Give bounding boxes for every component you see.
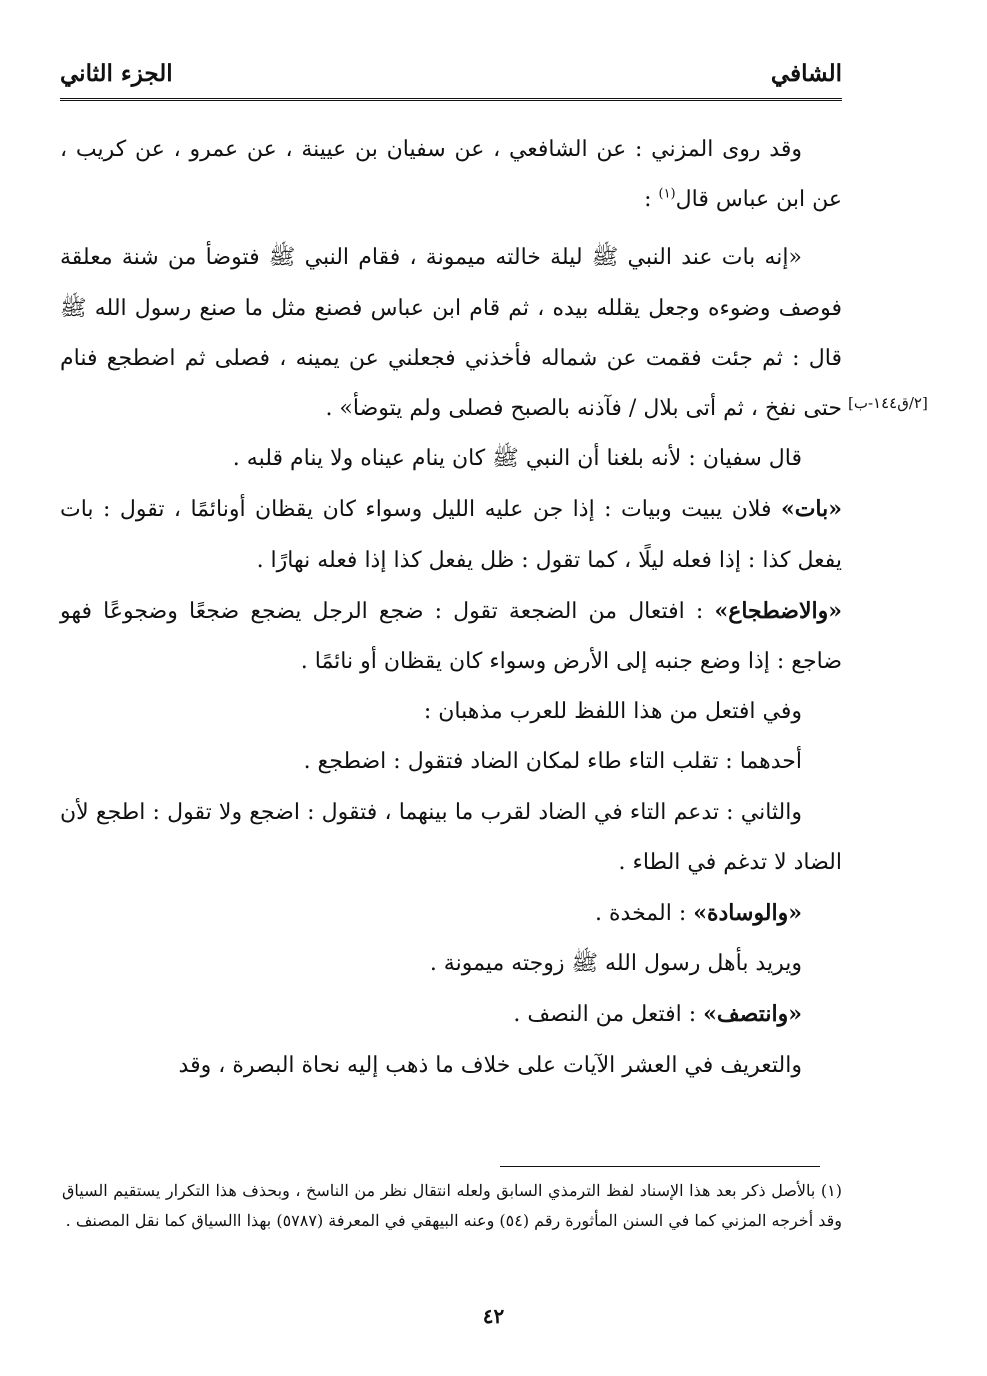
definition-entry xyxy=(60,989,842,1040)
paragraph-text: أحدهما : تقلب التاء طاء لمكان الضاد فتقول : اضطجع . xyxy=(303,749,802,775)
running-header xyxy=(60,58,842,101)
paragraph xyxy=(60,434,842,484)
page-number: ٤٢ xyxy=(482,1304,505,1328)
footnote: (١) بالأصل ذكر بعد هذا الإسناد لفظ الترمذي السابق ولعله انتقال نظر من الناسخ ، وبحذف هذا التكرار يستقيم السياق وقد أخرجه المزني كما في السنن المأثورة رقم (٥٤) وعنه البيهقي في المعرفة (٥٧٨٧) بهذا االسياق كما نقل المصنف . xyxy=(62,1181,842,1230)
footnote-divider xyxy=(500,1166,820,1167)
part-label: الجزء الثاني xyxy=(60,60,173,87)
definition-text: : افتعال من الضجعة تقول : ضجع الرجل يضجع ضجعًا وضجوعًا فهو ضاجع : إذا وضع جنبه إلى الأرض وسواء كان يقظان أو نائمًا . xyxy=(60,598,842,675)
paragraph-text: والتعريف في العشر الآيات على خلاف ما ذهب إليه نحاة البصرة ، وقد xyxy=(178,1052,802,1078)
definition-text: : المخدة . xyxy=(595,901,694,927)
paragraph xyxy=(60,125,842,225)
definition-entry xyxy=(60,586,842,687)
definition-entry xyxy=(60,484,842,585)
paragraph-tail: : xyxy=(644,187,659,213)
paragraph-text: ويريد بأهل رسول الله ﷺ زوجته ميمونة . xyxy=(429,951,802,977)
definition-entry xyxy=(60,888,842,939)
paragraph xyxy=(60,687,842,737)
paragraph xyxy=(60,737,842,787)
paragraph xyxy=(60,1041,842,1091)
paragraph-text: «إنه بات عند النبي ﷺ ليلة خالته ميمونة ، فقام النبي ﷺ فتوضأ من شنة معلقة فوصف وضوءه وجعل يقلله بيده ، ثم قام ابن عباس فصنع مثل ما صنع رسول الله ﷺ قال : ثم جئت فقمت عن شماله فأخذني فجعلني عن يمينه ، فصلى ثم اضطجع فنام حتى نفخ ، ثم أتى بلال / فآذنه بالصبح فصلى ولم يتوضأ» . xyxy=(60,245,843,422)
book-title: الشافي xyxy=(770,60,842,87)
definition-keyword: «والوسادة» xyxy=(693,900,802,927)
main-text xyxy=(60,125,842,1091)
hadith-quote xyxy=(60,233,842,434)
definition-text: : افتعل من النصف . xyxy=(513,1002,704,1028)
definition-keyword: «والاضطجاع» xyxy=(714,597,842,624)
paragraph-text: وقد روى المزني : عن الشافعي ، عن سفيان بن عيينة ، عن عمرو ، عن كريب ، عن ابن عباس قال xyxy=(60,137,842,213)
paragraph xyxy=(60,788,842,888)
footnote-reference: (١) xyxy=(658,186,676,202)
definition-text: فلان يبيت وبيات : إذا جن عليه الليل وسواء كان يقظان أونائمًا ، تقول : بات يفعل كذا : إذا فعله ليلًا ، كما تقول : ظل يفعل كذا إذا فعله نهارًا . xyxy=(60,497,842,573)
definition-keyword: «وانتصف» xyxy=(703,1001,802,1028)
definition-keyword: «بات» xyxy=(780,496,842,523)
paragraph-text: وفي افتعل من هذا اللفظ للعرب مذهبان : xyxy=(423,699,802,725)
paragraph-text: والثاني : تدعم التاء في الضاد لقرب ما بينهما ، فتقول : اضجع ولا تقول : اطجع لأن الضاد لا تدغم في الطاء . xyxy=(60,799,842,875)
manuscript-folio-note: [٢/ق١٤٤-ب] xyxy=(848,394,928,412)
paragraph xyxy=(60,939,842,989)
paragraph-text: قال سفيان : لأنه بلغنا أن النبي ﷺ كان ينام عيناه ولا ينام قلبه . xyxy=(232,446,802,472)
